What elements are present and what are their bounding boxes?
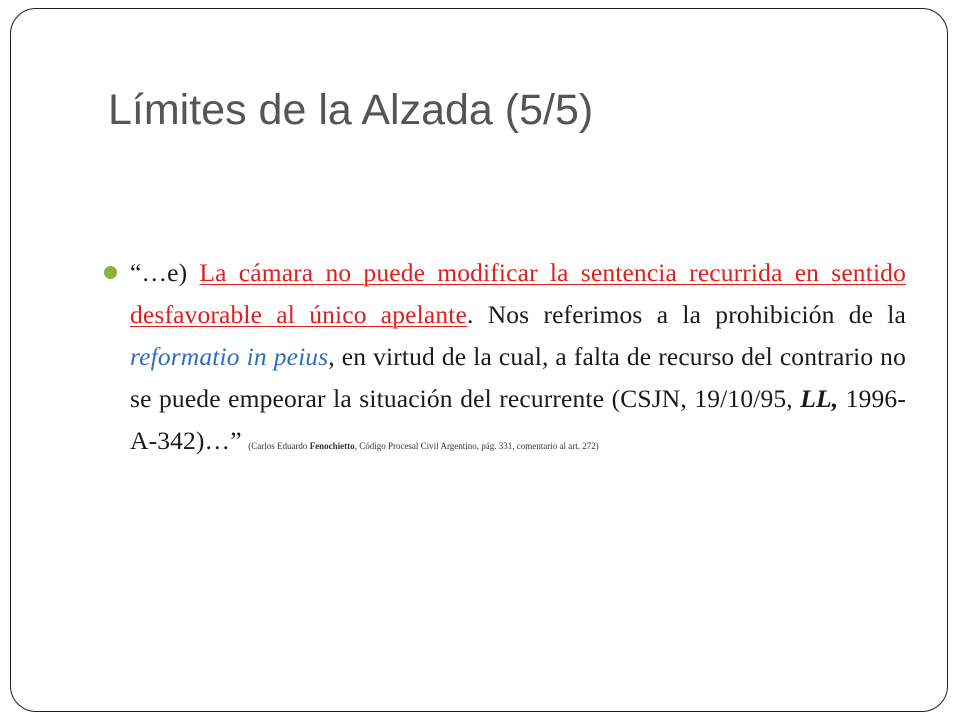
text-after-term: , en virtud de la cual, a falta de recurso del contrario no se puede empeorar la situación del recurrente (CSJN, 19/10/95,	[130, 342, 906, 413]
journal-abbrev: LL,	[800, 384, 839, 413]
citation-after: , Código Procesal Civil Argentino, pág. 331, comentario al art. 272)	[354, 441, 599, 451]
text-after-highlight: . Nos referimos a la prohibición de la	[466, 300, 907, 329]
quote-tail: 1996-A-342)…”	[130, 384, 906, 455]
citation-before: (Carlos Eduardo	[248, 441, 310, 451]
quote-open: “…e)	[130, 258, 200, 287]
citation-author: Fenochietto	[309, 441, 355, 451]
slide-title: Límites de la Alzada (5/5)	[108, 86, 594, 134]
latin-term: reformatio in peius	[130, 342, 329, 371]
citation	[248, 441, 599, 451]
highlighted-statement: La cámara no puede modificar la sentencia recurrida en sentido desfavorable al único apelante	[130, 258, 906, 329]
quote-paragraph	[130, 252, 906, 467]
bullet-dot-icon	[104, 266, 117, 279]
